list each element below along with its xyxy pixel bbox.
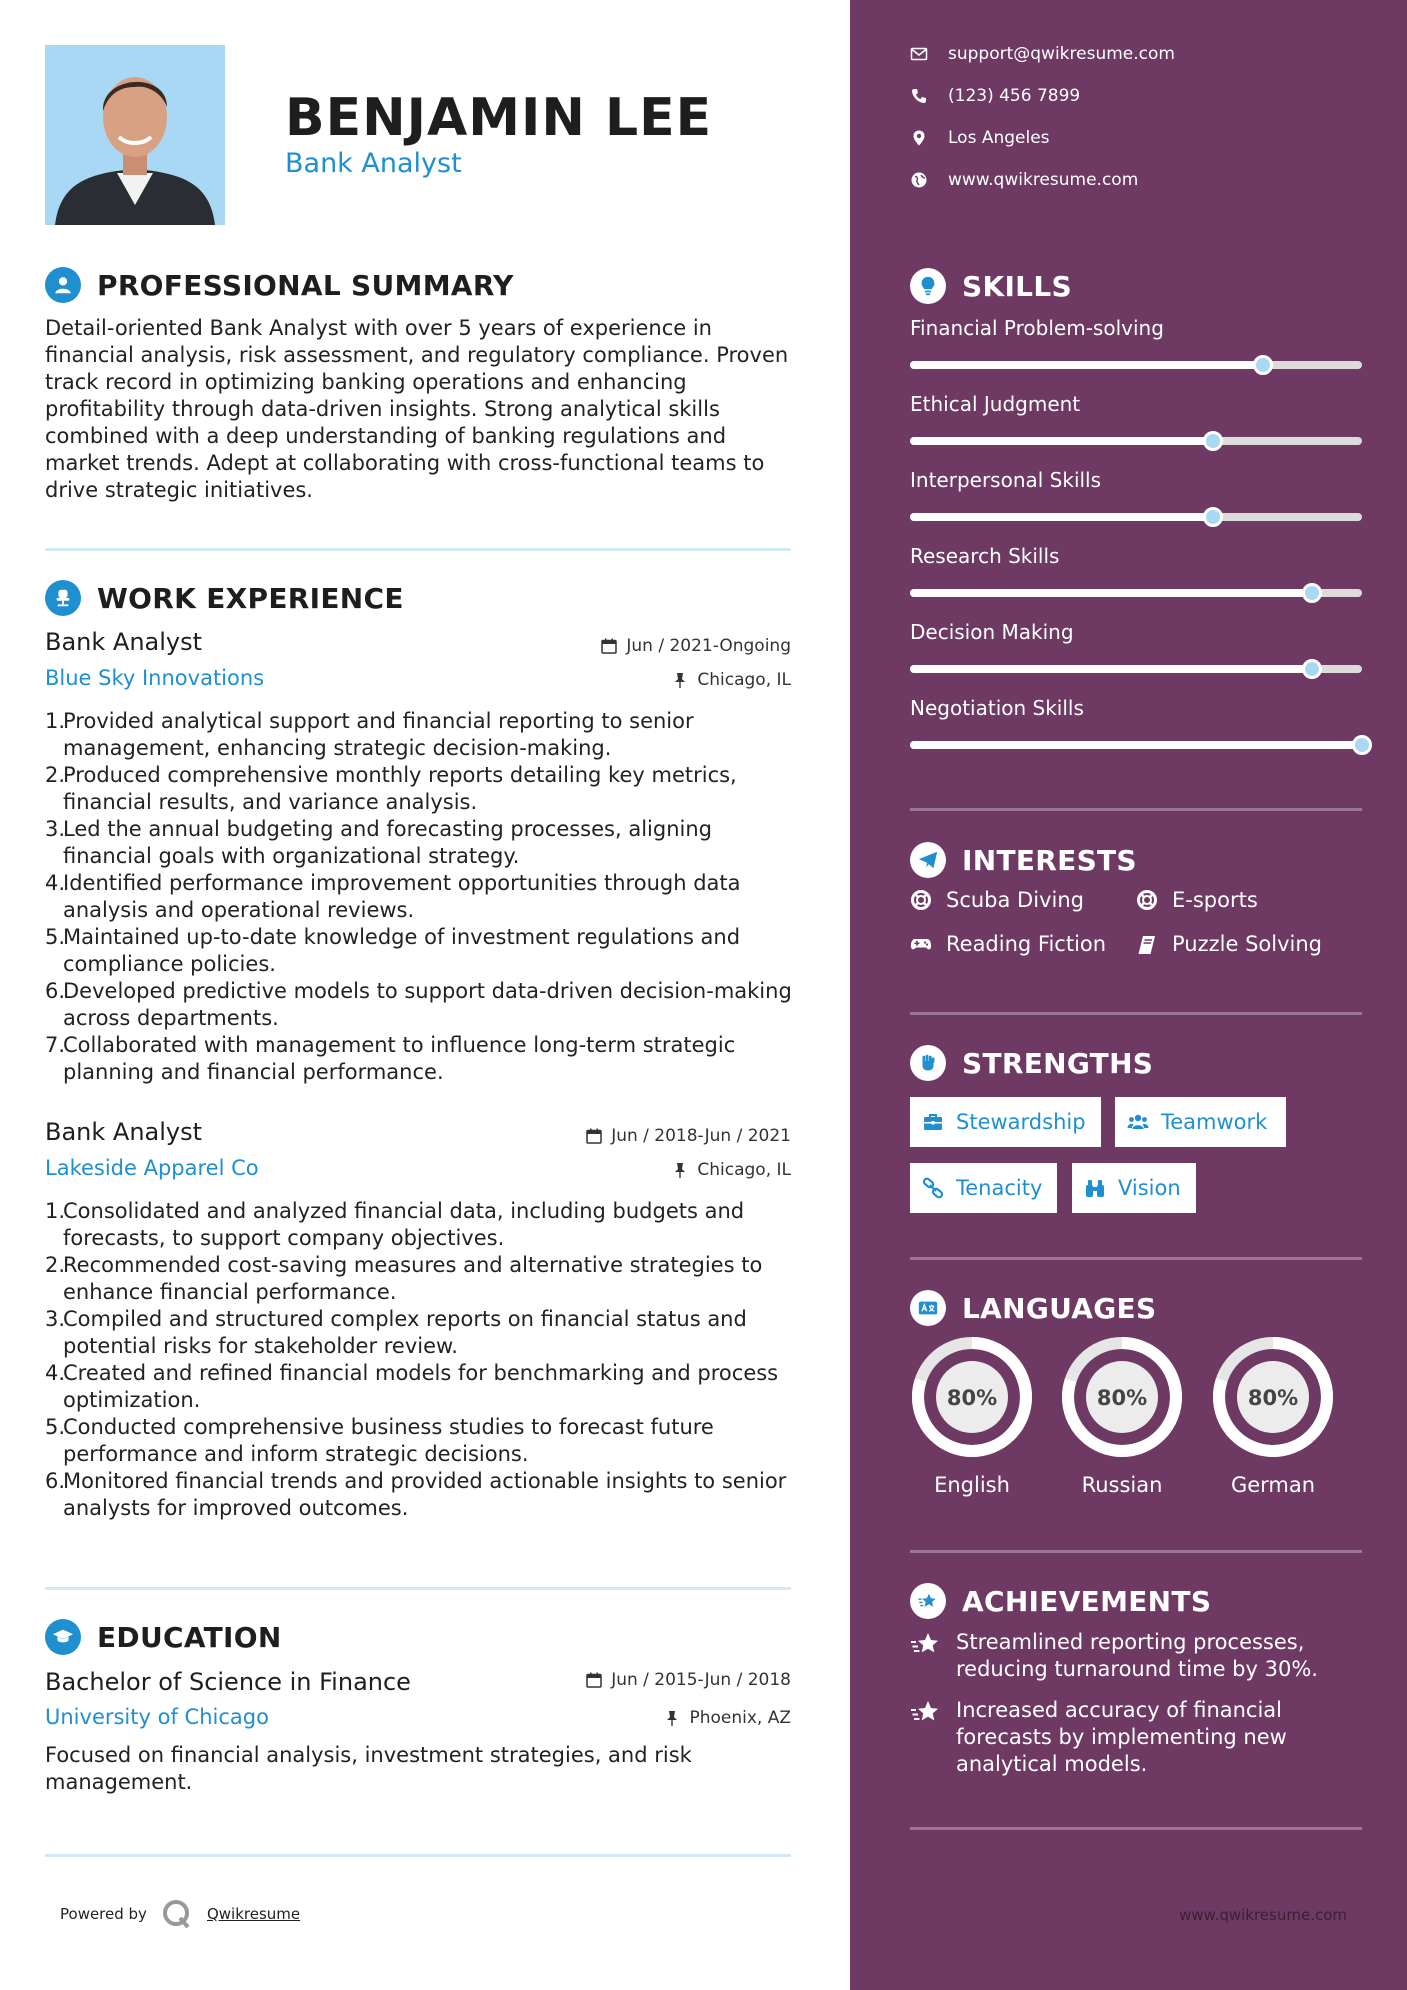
job-dates-text: Jun / 2018-Jun / 2021 [611,1126,791,1146]
job-dates [600,636,791,656]
job-title: Bank Analyst [45,628,203,656]
language-percent: 80% [946,1386,998,1410]
pin-icon [671,671,689,689]
list-item: 5. Conducted comprehensive business studies to forecast future performance and inform strategic decisions. [45,1415,714,1466]
job-location-text: Chicago, IL [697,1160,791,1180]
shooting-star-icon [910,1697,940,1727]
achievements-heading [910,1581,1211,1621]
list-item: 6. Developed predictive models to support data-driven decision-making across departments. [45,979,792,1030]
skill-name: Interpersonal Skills [910,468,1102,492]
skill-bar-fill [910,589,1312,597]
language-name: Russian [1081,1473,1163,1497]
job-location [671,1160,791,1180]
language-gauge [910,1335,1034,1459]
skill-level-knob [1302,659,1322,679]
list-item: 6. Monitored financial trends and provided actionable insights to senior analysts for improved outcomes. [45,1469,787,1520]
book-icon [1136,933,1158,955]
skill-name: Ethical Judgment [910,392,1081,416]
star-icon [910,1583,946,1619]
candidate-name: BENJAMIN LEE [285,88,713,148]
section-divider [45,1854,791,1857]
strengths-heading [910,1043,1153,1083]
life-ring-icon [910,889,932,911]
map-marker-icon [910,129,928,147]
interest-item: E-sports [1136,888,1258,912]
contact-phone [910,86,1080,106]
interests-heading [910,840,1137,880]
languages-heading [910,1288,1156,1328]
powered-by-label: Powered by [60,1905,147,1923]
briefcase-icon [922,1111,944,1133]
contact-email-text: support@qwikresume.com [948,44,1175,64]
strength-tag: Teamwork [1115,1097,1286,1147]
calendar-icon [585,1671,603,1689]
footer-url[interactable]: www.qwikresume.com [1179,1906,1347,1924]
profile-photo [45,45,225,225]
language-name: German [1230,1473,1316,1497]
skill-name: Negotiation Skills [910,696,1084,720]
experience-title: WORK EXPERIENCE [97,581,404,615]
candidate-role: Bank Analyst [285,148,462,179]
job-location-text: Chicago, IL [697,670,791,690]
education-description: Focused on financial analysis, investment strategies, and risk management. [45,1743,692,1794]
section-divider [45,548,791,551]
skill-bar-fill [910,665,1312,673]
skill-bar-fill [910,361,1263,369]
list-item: 2. Recommended cost-saving measures and alternative strategies to enhance financial performance. [45,1253,763,1304]
skill-bar-fill [910,513,1213,521]
language-gauge [1211,1335,1335,1459]
language-percent: 80% [1096,1386,1148,1410]
section-divider [910,1827,1362,1830]
languages-title: LANGUAGES [962,1291,1157,1325]
language-percent: 80% [1247,1386,1299,1410]
education-title: EDUCATION [97,1620,282,1654]
strength-tag: Tenacity [910,1163,1057,1213]
skills-heading [910,266,1072,306]
skill-level-knob [1302,583,1322,603]
job-dates-text: Jun / 2021-Ongoing [626,636,791,656]
section-divider [910,1257,1362,1260]
contact-location-text: Los Angeles [948,128,1050,148]
paper-plane-icon [910,842,946,878]
interests-title: INTERESTS [962,843,1137,877]
shooting-star-icon [910,1629,940,1659]
globe-icon [910,171,928,189]
job-responsibilities [45,1198,795,1522]
sidebar [850,0,1407,1990]
job-company: Blue Sky Innovations [45,666,265,690]
section-divider [45,1587,791,1590]
graduation-cap-icon [45,1619,81,1655]
education-dates [585,1670,791,1690]
fist-icon [910,1045,946,1081]
pin-icon [663,1709,681,1727]
contact-phone-text: (123) 456 7899 [948,86,1081,106]
strength-tag: Vision [1072,1163,1196,1213]
powered-by [60,1898,300,1930]
list-item: 3. Led the annual budgeting and forecasting processes, aligning financial goals with organizational strategy. [45,817,712,868]
job-title: Bank Analyst [45,1118,203,1146]
skill-bar-fill [910,437,1213,445]
achievement-item: Streamlined reporting processes, reducing turnaround time by 30%. [910,1629,1350,1683]
skill-bar [910,361,1362,369]
school-name: University of Chicago [45,1705,269,1729]
list-item: 7. Collaborated with management to influence long-term strategic planning and financial performance. [45,1033,736,1084]
job-location [671,670,791,690]
envelope-icon [910,45,928,63]
summary-text: Detail-oriented Bank Analyst with over 5 years of experience in financial analysis, risk assessment, and regulatory compliance. Proven track record in optimizing banking operations and enhancing profitability through data-driven insights. Strong analytical skills combined with a deep understanding of banking regulations and market trends. Adept at collaborating with cross-functional teams to drive strategic initiatives. [45,316,789,502]
interest-item: Reading Fiction [910,932,1106,956]
language-gauge [1060,1335,1184,1459]
user-icon [45,267,81,303]
users-icon [1127,1111,1149,1133]
job-dates [585,1126,791,1146]
calendar-icon [585,1127,603,1145]
section-divider [910,1550,1362,1553]
life-ring-icon [1136,889,1158,911]
strengths-title: STRENGTHS [962,1046,1154,1080]
list-item: 2. Produced comprehensive monthly reports detailing key metrics, financial results, and variance analysis. [45,763,737,814]
skill-level-knob [1203,507,1223,527]
list-item: 4. Identified performance improvement opportunities through data analysis and operational reviews. [45,871,741,922]
job-company: Lakeside Apparel Co [45,1156,259,1180]
lightbulb-icon [910,268,946,304]
skill-bar-fill [910,741,1362,749]
education-dates-text: Jun / 2015-Jun / 2018 [611,1670,791,1690]
section-divider [910,1012,1362,1015]
office-chair-icon [45,580,81,616]
translate-icon [910,1290,946,1326]
language-name: English [934,1473,1010,1497]
list-item: 1. Consolidated and analyzed financial data, including budgets and forecasts, to support company objectives. [45,1199,745,1250]
education-location-text: Phoenix, AZ [689,1708,791,1728]
qwikresume-link[interactable]: Qwikresume [206,1905,301,1923]
skill-name: Decision Making [910,620,1074,644]
list-item: 4. Created and refined financial models for benchmarking and process optimization. [45,1361,779,1412]
contact-email [910,44,1175,64]
phone-icon [910,87,928,105]
skill-bar [910,665,1362,673]
contact-location [910,128,1050,148]
pin-icon [671,1161,689,1179]
skill-name: Research Skills [910,544,1060,568]
job-responsibilities [45,708,795,1086]
degree-title: Bachelor of Science in Finance [45,1668,411,1696]
language-item [1060,1335,1184,1497]
language-item [910,1335,1034,1497]
language-item [1211,1335,1335,1497]
qwikresume-logo-icon [161,1898,193,1930]
skill-name: Financial Problem-solving [910,316,1164,340]
achievements-title: ACHIEVEMENTS [962,1584,1212,1618]
interest-item: Scuba Diving [910,888,1084,912]
skill-bar [910,513,1362,521]
skill-level-knob [1203,431,1223,451]
education-location [663,1708,791,1728]
summary-heading [45,265,514,305]
achievement-item: Increased accuracy of financial forecasts by implementing new analytical models. [910,1697,1350,1778]
contact-website-text[interactable]: www.qwikresume.com [948,170,1139,190]
experience-heading [45,578,404,618]
link-icon [922,1177,944,1199]
skill-bar [910,741,1362,749]
strength-tag: Stewardship [910,1097,1101,1147]
skill-bar [910,437,1362,445]
education-heading [45,1617,282,1657]
skills-title: SKILLS [962,269,1072,303]
gamepad-icon [910,933,932,955]
interest-item: Puzzle Solving [1136,932,1322,956]
binoculars-icon [1084,1177,1106,1199]
list-item: 3. Compiled and structured complex reports on financial status and potential risks for stakeholder review. [45,1307,747,1358]
skill-bar [910,589,1362,597]
skill-level-knob [1352,735,1372,755]
list-item: 5. Maintained up-to-date knowledge of investment regulations and compliance policies. [45,925,741,976]
contact-website [910,170,1138,190]
summary-title: PROFESSIONAL SUMMARY [97,268,514,302]
skill-level-knob [1253,355,1273,375]
list-item: 1. Provided analytical support and financial reporting to senior management, enhancing strategic decision-making. [45,709,694,760]
calendar-icon [600,637,618,655]
section-divider [910,808,1362,811]
